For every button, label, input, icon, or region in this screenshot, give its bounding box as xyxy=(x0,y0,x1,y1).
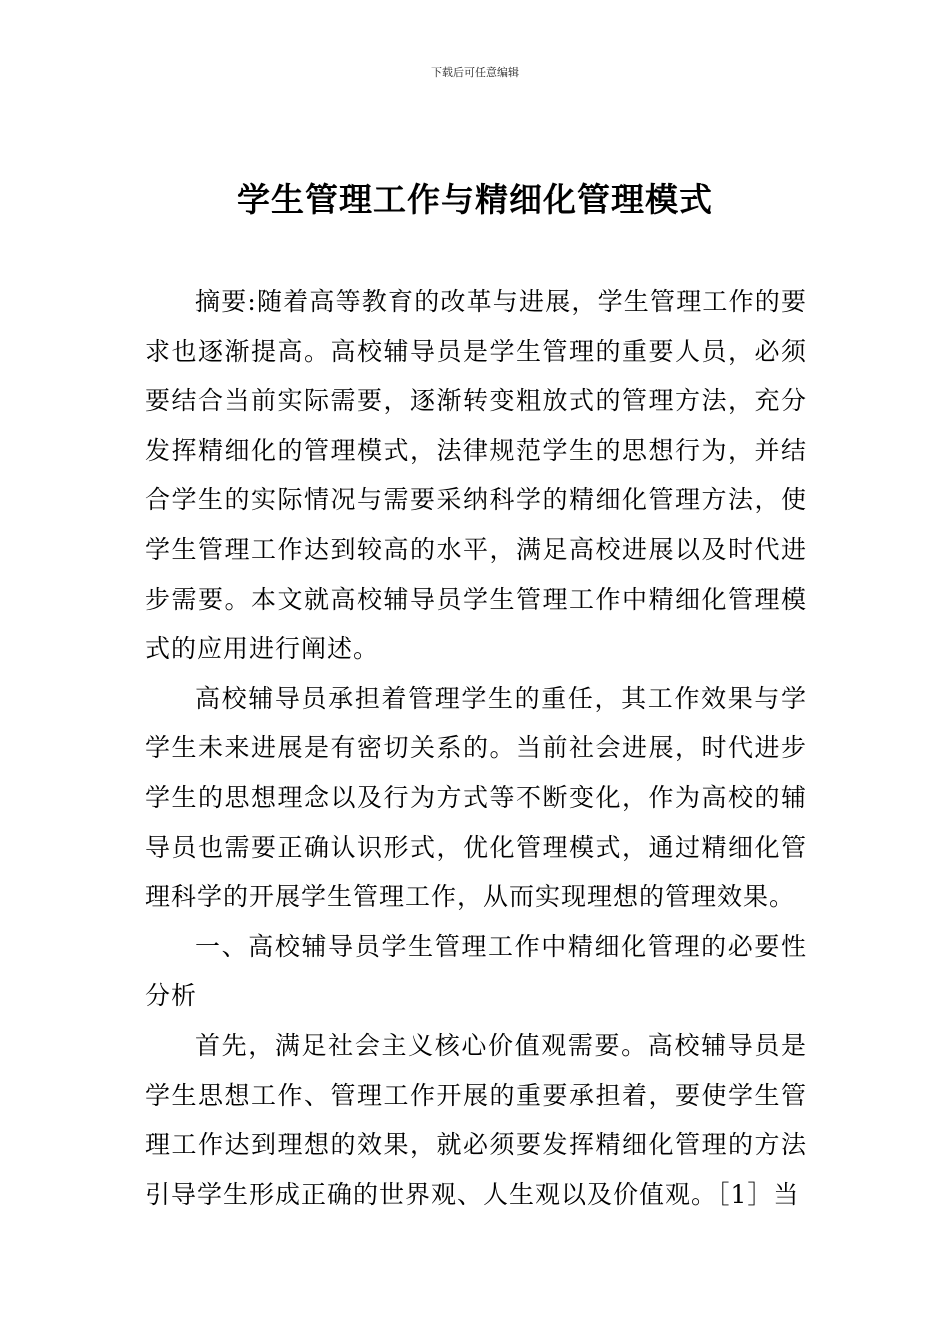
document-title: 学生管理工作与精细化管理模式 xyxy=(237,180,713,219)
document-body xyxy=(145,277,807,1219)
header-note: 下载后可任意编辑 xyxy=(431,66,519,79)
paragraph-abstract: 摘要:随着高等教育的改革与进展，学生管理工作的要求也逐渐提高。高校辅导员是学生管理的重要人员，必须要结合当前实际需要，逐渐转变粗放式的管理方法，充分发挥精细化的管理模式，法律规范学生的思想行为，并结合学生的实际情况与需要采纳科学的精细化管理方法，使学生管理工作达到较高的水平，满足高校进展以及时代进步需要。本文就高校辅导员学生管理工作中精细化管理模式的应用进行阐述。 xyxy=(145,287,807,664)
section-heading: 一、高校辅导员学生管理工作中精细化管理的必要性分析 xyxy=(145,931,807,1011)
paragraph-intro: 高校辅导员承担着管理学生的重任，其工作效果与学学生未来进展是有密切关系的。当前社会进展，时代进步学生的思想理念以及行为方式等不断变化，作为高校的辅导员也需要正确认识形式，优化管理模式，通过精细化管理科学的开展学生管理工作，从而实现理想的管理效果。 xyxy=(145,683,807,912)
paragraph-first-point: 首先，满足社会主义核心价值观需要。高校辅导员是学生思想工作、管理工作开展的重要承担着，要使学生管理工作达到理想的效果，就必须要发挥精细化管理的方法引导学生形成正确的世界观、人生观以及价值观。［1］当 xyxy=(145,1030,807,1209)
